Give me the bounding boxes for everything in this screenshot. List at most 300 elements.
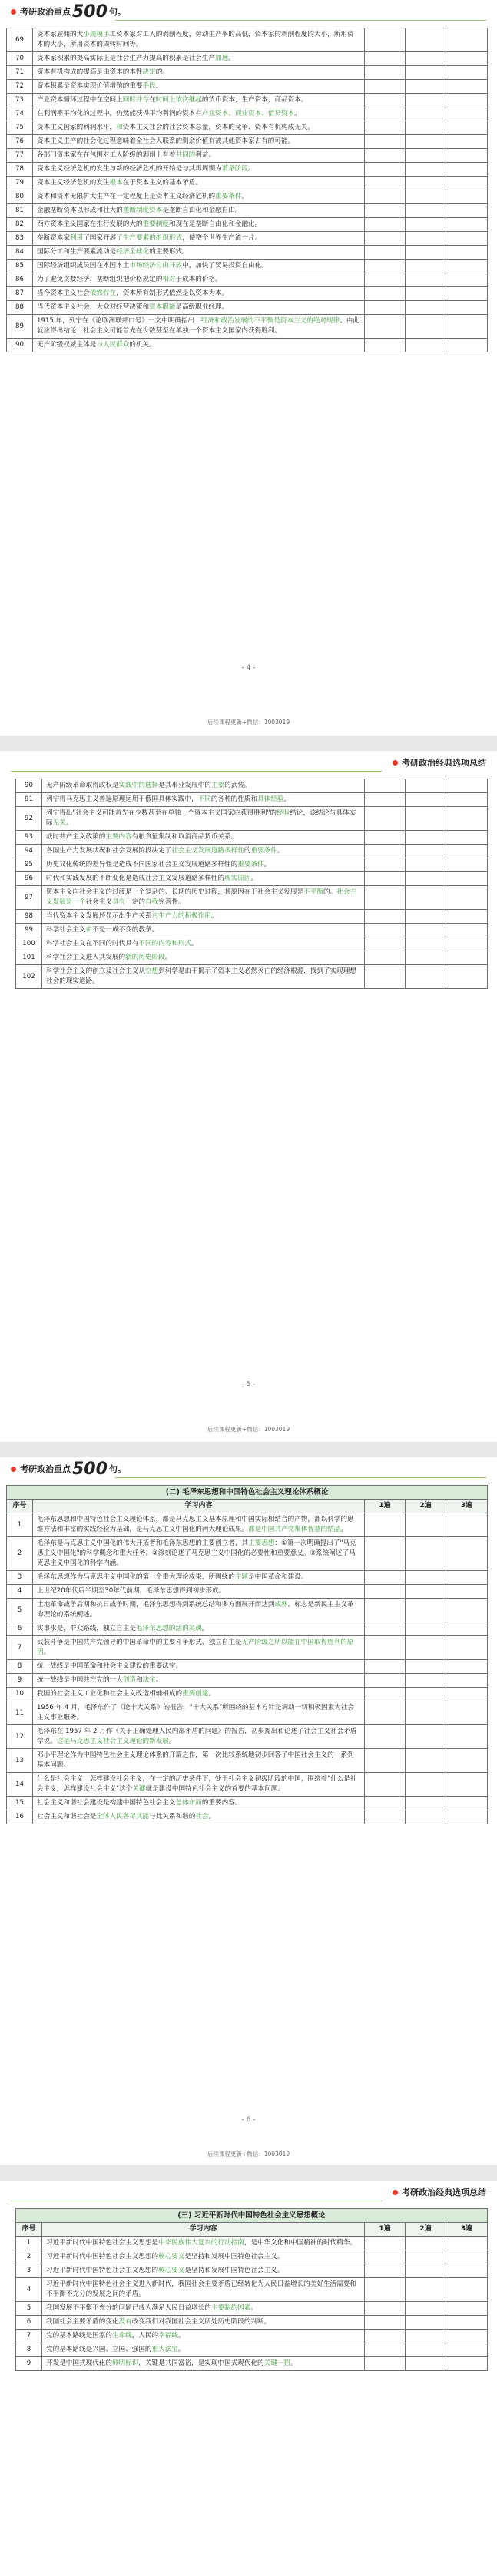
table-row — [7, 1797, 488, 1810]
content-text: 。 — [155, 1676, 163, 1684]
review-pass-3-checkbox[interactable] — [446, 807, 488, 831]
review-pass-3-checkbox[interactable] — [446, 2316, 488, 2330]
highlight-text: 市场经济自由开放 — [129, 262, 183, 270]
row-content — [33, 177, 365, 190]
table-row — [7, 1701, 488, 1725]
review-pass-1-checkbox[interactable] — [365, 910, 406, 924]
row-number: 8 — [16, 2343, 42, 2357]
highlight-text: 由 — [85, 926, 93, 934]
review-pass-1-checkbox[interactable] — [365, 793, 406, 807]
row-content — [33, 301, 365, 315]
review-pass-1-checkbox[interactable] — [365, 246, 406, 260]
row-content — [33, 1537, 365, 1571]
row-number: 15 — [7, 1797, 33, 1810]
review-pass-1-checkbox[interactable] — [365, 287, 406, 301]
review-pass-3-checkbox[interactable] — [446, 135, 488, 149]
table-row — [7, 135, 488, 149]
review-pass-1-checkbox[interactable] — [365, 2316, 406, 2330]
row-number: 95 — [16, 858, 42, 872]
review-pass-2-checkbox[interactable] — [406, 339, 446, 352]
content-text: 的各种的性质和 — [210, 795, 258, 803]
review-pass-3-checkbox[interactable] — [446, 1660, 488, 1674]
review-pass-1-checkbox[interactable] — [365, 177, 406, 190]
row-content — [33, 1749, 365, 1773]
review-pass-1-checkbox[interactable] — [365, 273, 406, 287]
review-pass-2-checkbox[interactable] — [406, 1622, 446, 1636]
study-table — [15, 779, 488, 989]
review-pass-1-checkbox[interactable] — [365, 845, 406, 858]
review-pass-2-checkbox[interactable] — [406, 2237, 446, 2250]
review-pass-2-checkbox[interactable] — [406, 163, 446, 177]
review-pass-2-checkbox[interactable] — [406, 872, 446, 886]
highlight-text: 法宝 — [142, 1676, 156, 1684]
content-text: 资本主义社会的社会资本总量，资本的竞争、资本有机构成无关。 — [122, 124, 314, 131]
brand-number: 500 — [72, 1459, 108, 1479]
review-pass-3-checkbox[interactable] — [446, 831, 488, 845]
review-pass-2-checkbox[interactable] — [406, 135, 446, 149]
content-text: 党的基本路线是国家的 — [46, 2332, 112, 2340]
review-pass-2-checkbox[interactable] — [406, 301, 446, 315]
content-text: 的重要内容。 — [201, 1799, 242, 1807]
review-pass-2-checkbox[interactable] — [406, 177, 446, 190]
review-pass-1-checkbox[interactable] — [365, 1797, 406, 1810]
review-pass-2-checkbox[interactable] — [406, 858, 446, 872]
review-pass-3-checkbox[interactable] — [446, 1513, 488, 1537]
row-content — [33, 66, 365, 80]
review-pass-3-checkbox[interactable] — [446, 163, 488, 177]
row-number: 98 — [16, 910, 42, 924]
highlight-text: 同时并存 — [122, 96, 150, 104]
review-pass-2-checkbox[interactable] — [406, 1810, 446, 1824]
review-pass-2-checkbox[interactable] — [406, 204, 446, 218]
review-pass-3-checkbox[interactable] — [446, 1773, 488, 1797]
content-text: 资本主义经济危机的发生 — [37, 179, 110, 187]
review-pass-1-checkbox[interactable] — [365, 1636, 406, 1660]
review-pass-2-checkbox[interactable] — [406, 2330, 446, 2343]
review-pass-3-checkbox[interactable] — [446, 1797, 488, 1810]
review-pass-1-checkbox[interactable] — [365, 218, 406, 232]
review-pass-3-checkbox[interactable] — [446, 951, 488, 965]
row-number: 91 — [16, 793, 42, 807]
content-text: 各部门资本家在在包围对工人阶级的剥削上有着 — [37, 151, 176, 159]
highlight-text: 与人民群众 — [96, 341, 130, 349]
row-content — [33, 204, 365, 218]
highlight-text: 经济和政治发展的不平衡是资本主义的绝对规律 — [200, 317, 340, 325]
review-pass-3-checkbox[interactable] — [446, 107, 488, 121]
review-pass-2-checkbox[interactable] — [406, 190, 446, 204]
row-content — [42, 924, 365, 937]
review-pass-3-checkbox[interactable] — [446, 204, 488, 218]
review-pass-3-checkbox[interactable] — [446, 2302, 488, 2316]
review-pass-1-checkbox[interactable] — [365, 1513, 406, 1537]
table-row — [7, 1571, 488, 1585]
content-text: 武装斗争是中国共产党领导的中国革命中的主要斗争形式，独立自主是 — [37, 1639, 242, 1646]
brand-title: 考研政治经典选项总结 — [402, 2187, 486, 2197]
review-pass-1-checkbox[interactable] — [365, 831, 406, 845]
row-number: 93 — [16, 831, 42, 845]
brand-title: 考研政治经典选项总结 — [402, 758, 486, 768]
review-pass-3-checkbox[interactable] — [446, 94, 488, 107]
review-pass-3-checkbox[interactable] — [446, 52, 488, 66]
highlight-text: 幸福线 — [158, 2332, 178, 2340]
review-pass-1-checkbox[interactable] — [365, 80, 406, 94]
brand-badge — [11, 2, 126, 21]
review-pass-2-checkbox[interactable] — [406, 937, 446, 951]
review-pass-2-checkbox[interactable] — [406, 845, 446, 858]
content-text: 是坚持和发展中国特色社会主义。 — [184, 2267, 284, 2274]
review-pass-2-checkbox[interactable] — [406, 951, 446, 965]
review-pass-2-checkbox[interactable] — [406, 2250, 446, 2264]
review-pass-2-checkbox[interactable] — [406, 1688, 446, 1701]
review-pass-1-checkbox[interactable] — [365, 1749, 406, 1773]
review-pass-3-checkbox[interactable] — [446, 190, 488, 204]
review-pass-2-checkbox[interactable] — [406, 232, 446, 246]
highlight-text: 和 — [116, 124, 123, 131]
review-pass-1-checkbox[interactable] — [365, 1622, 406, 1636]
review-pass-1-checkbox[interactable] — [365, 232, 406, 246]
review-pass-3-checkbox[interactable] — [446, 273, 488, 287]
review-pass-3-checkbox[interactable] — [446, 1725, 488, 1749]
table-row — [7, 287, 488, 301]
review-pass-3-checkbox[interactable] — [446, 1571, 488, 1585]
review-pass-1-checkbox[interactable] — [365, 1688, 406, 1701]
row-number: 81 — [7, 204, 33, 218]
row-number: 74 — [7, 107, 33, 121]
row-content — [33, 1513, 365, 1537]
review-pass-2-checkbox[interactable] — [406, 807, 446, 831]
review-pass-1-checkbox[interactable] — [365, 2264, 406, 2278]
review-pass-2-checkbox[interactable] — [406, 28, 446, 52]
review-pass-2-checkbox[interactable] — [406, 1773, 446, 1797]
review-pass-2-checkbox[interactable] — [406, 1701, 446, 1725]
row-content — [33, 273, 365, 287]
review-pass-2-checkbox[interactable] — [406, 2264, 446, 2278]
review-pass-3-checkbox[interactable] — [446, 2357, 488, 2371]
review-pass-1-checkbox[interactable] — [365, 204, 406, 218]
review-pass-1-checkbox[interactable] — [365, 121, 406, 135]
table-row — [7, 1660, 488, 1674]
review-pass-3-checkbox[interactable] — [446, 2264, 488, 2278]
review-pass-1-checkbox[interactable] — [365, 260, 406, 273]
review-pass-3-checkbox[interactable] — [446, 2237, 488, 2250]
review-pass-1-checkbox[interactable] — [365, 951, 406, 965]
review-pass-3-checkbox[interactable] — [446, 232, 488, 246]
highlight-text: 不平衡 — [303, 888, 323, 896]
row-content — [42, 831, 365, 845]
review-pass-3-checkbox[interactable] — [446, 177, 488, 190]
highlight-text: 资本职能 — [149, 303, 176, 311]
review-pass-2-checkbox[interactable] — [406, 66, 446, 80]
row-content — [42, 2278, 365, 2302]
content-text: 无产阶级权威主体是 — [37, 341, 97, 349]
content-text: 。 — [210, 912, 218, 920]
row-content — [42, 872, 365, 886]
review-pass-3-checkbox[interactable] — [446, 779, 488, 793]
review-pass-1-checkbox[interactable] — [365, 1537, 406, 1571]
content-text: 习近平新时代中国特色社会主义思想是 — [46, 2239, 159, 2247]
highlight-text: 主要制约因素 — [210, 2304, 251, 2312]
review-pass-1-checkbox[interactable] — [365, 886, 406, 910]
content-text: 。 — [177, 2346, 185, 2353]
review-pass-1-checkbox[interactable] — [365, 2330, 406, 2343]
review-pass-3-checkbox[interactable] — [446, 2250, 488, 2264]
row-number: 9 — [7, 1674, 33, 1688]
review-pass-1-checkbox[interactable] — [365, 2237, 406, 2250]
content-text: 在于资本主义的基本矛盾。 — [122, 179, 202, 187]
review-pass-2-checkbox[interactable] — [406, 1725, 446, 1749]
table-row — [7, 315, 488, 339]
table-row — [7, 1749, 488, 1773]
review-pass-1-checkbox[interactable] — [365, 858, 406, 872]
review-pass-2-checkbox[interactable] — [406, 1636, 446, 1660]
review-pass-2-checkbox[interactable] — [406, 2357, 446, 2371]
review-pass-3-checkbox[interactable] — [446, 287, 488, 301]
review-pass-2-checkbox[interactable] — [406, 107, 446, 121]
review-pass-2-checkbox[interactable] — [406, 121, 446, 135]
col-content: 学习内容 — [33, 1500, 365, 1513]
review-pass-3-checkbox[interactable] — [446, 301, 488, 315]
content-text: ，资本所有制形式依然是以资本为本。 — [116, 289, 229, 297]
review-pass-3-checkbox[interactable] — [446, 886, 488, 910]
row-number: 2 — [7, 1537, 33, 1571]
page-footer: 后续课程更新+微信：1003019 — [207, 1426, 290, 1433]
review-pass-2-checkbox[interactable] — [406, 218, 446, 232]
review-pass-1-checkbox[interactable] — [365, 1773, 406, 1797]
row-number: 1 — [16, 2237, 42, 2250]
review-pass-2-checkbox[interactable] — [406, 1599, 446, 1622]
review-pass-3-checkbox[interactable] — [446, 80, 488, 94]
content-text: 毛泽东在 1957 年 2 月作《关于正确处理人民内部矛盾的问题》的报告，初步提出和论述了社会主义社会矛盾学说。 — [37, 1728, 357, 1745]
highlight-text: 具体经验 — [257, 795, 284, 803]
highlight-text: 中华民族伟大复兴的行动指南 — [158, 2239, 244, 2247]
review-pass-2-checkbox[interactable] — [406, 273, 446, 287]
review-pass-3-checkbox[interactable] — [446, 872, 488, 886]
row-number: 9 — [16, 2357, 42, 2371]
review-pass-2-checkbox[interactable] — [406, 260, 446, 273]
review-pass-1-checkbox[interactable] — [365, 1585, 406, 1599]
review-pass-1-checkbox[interactable] — [365, 315, 406, 339]
review-pass-3-checkbox[interactable] — [446, 218, 488, 232]
content-text: 资本和资本无限扩大生产在一定程度上是资本主义经济危机的 — [37, 193, 216, 200]
row-content — [33, 107, 365, 121]
review-pass-1-checkbox[interactable] — [365, 924, 406, 937]
content-text: 无产阶级革命取得政权是 — [46, 782, 119, 789]
review-pass-1-checkbox[interactable] — [365, 1725, 406, 1749]
review-pass-1-checkbox[interactable] — [365, 52, 406, 66]
header-divider — [115, 20, 486, 21]
review-pass-1-checkbox[interactable] — [365, 1810, 406, 1824]
page-gap — [0, 2165, 497, 2181]
review-pass-1-checkbox[interactable] — [365, 807, 406, 831]
review-pass-2-checkbox[interactable] — [406, 94, 446, 107]
review-pass-2-checkbox[interactable] — [406, 149, 446, 163]
highlight-text: 决定 — [142, 68, 156, 76]
review-pass-2-checkbox[interactable] — [406, 1585, 446, 1599]
review-pass-1-checkbox[interactable] — [365, 1599, 406, 1622]
highlight-text: 社会主义发展道路多样性 — [171, 847, 244, 855]
review-pass-1-checkbox[interactable] — [365, 1674, 406, 1688]
review-pass-3-checkbox[interactable] — [446, 149, 488, 163]
table-row — [16, 831, 488, 845]
highlight-text: 经济全球化 — [116, 248, 150, 256]
review-pass-1-checkbox[interactable] — [365, 779, 406, 793]
review-pass-2-checkbox[interactable] — [406, 886, 446, 910]
row-content — [33, 1797, 365, 1810]
table-row — [16, 910, 488, 924]
content-text: 。 — [248, 165, 255, 173]
row-content — [33, 287, 365, 301]
review-pass-2-checkbox[interactable] — [406, 315, 446, 339]
review-pass-1-checkbox[interactable] — [365, 1701, 406, 1725]
row-content — [33, 1810, 365, 1824]
review-pass-1-checkbox[interactable] — [365, 2250, 406, 2264]
review-pass-1-checkbox[interactable] — [365, 135, 406, 149]
review-pass-3-checkbox[interactable] — [446, 1688, 488, 1701]
content-text: 。 — [43, 1648, 51, 1656]
review-pass-3-checkbox[interactable] — [446, 937, 488, 951]
review-pass-1-checkbox[interactable] — [365, 149, 406, 163]
content-text: 党的基本路线是兴国、立国、强国的 — [46, 2346, 152, 2353]
content-text: 。标志是新民主主义革命理论的系统阐述。 — [37, 1601, 354, 1619]
review-pass-1-checkbox[interactable] — [365, 301, 406, 315]
content-text: 统一战线是中国革命和社会主义建设的重要法宝。 — [37, 1662, 183, 1670]
review-pass-3-checkbox[interactable] — [446, 246, 488, 260]
review-pass-3-checkbox[interactable] — [446, 1622, 488, 1636]
review-pass-2-checkbox[interactable] — [406, 246, 446, 260]
review-pass-2-checkbox[interactable] — [406, 2316, 446, 2330]
review-pass-1-checkbox[interactable] — [365, 339, 406, 352]
review-pass-3-checkbox[interactable] — [446, 858, 488, 872]
review-pass-1-checkbox[interactable] — [365, 1571, 406, 1585]
review-pass-3-checkbox[interactable] — [446, 1537, 488, 1571]
highlight-text: 成熟 — [274, 1601, 288, 1609]
review-pass-3-checkbox[interactable] — [446, 910, 488, 924]
col-num: 序号 — [16, 2223, 42, 2237]
review-pass-3-checkbox[interactable] — [446, 1585, 488, 1599]
review-pass-1-checkbox[interactable] — [365, 2343, 406, 2357]
row-number: 88 — [7, 301, 33, 315]
review-pass-1-checkbox[interactable] — [365, 2302, 406, 2316]
table-row — [7, 1674, 488, 1688]
review-pass-3-checkbox[interactable] — [446, 2343, 488, 2357]
review-pass-3-checkbox[interactable] — [446, 924, 488, 937]
row-number: 3 — [16, 2264, 42, 2278]
review-pass-2-checkbox[interactable] — [406, 831, 446, 845]
review-pass-3-checkbox[interactable] — [446, 66, 488, 80]
review-pass-1-checkbox[interactable] — [365, 190, 406, 204]
row-number: 101 — [16, 951, 42, 965]
document-page-c — [0, 1457, 497, 2165]
review-pass-1-checkbox[interactable] — [365, 2278, 406, 2302]
review-pass-2-checkbox[interactable] — [406, 52, 446, 66]
review-pass-2-checkbox[interactable] — [406, 965, 446, 989]
review-pass-3-checkbox[interactable] — [446, 260, 488, 273]
table-row — [7, 1622, 488, 1636]
review-pass-3-checkbox[interactable] — [446, 2330, 488, 2343]
review-pass-2-checkbox[interactable] — [406, 2302, 446, 2316]
review-pass-3-checkbox[interactable] — [446, 339, 488, 352]
review-pass-2-checkbox[interactable] — [406, 1674, 446, 1688]
content-text: 土地革命战争后期和抗日战争时期，毛泽东思想得到系统总结和多方面展开而达到 — [37, 1601, 275, 1609]
review-pass-3-checkbox[interactable] — [446, 28, 488, 52]
page-footer: 后续课程更新+微信：1003019 — [207, 2151, 290, 2158]
content-text: ，是中华文化和中国精神的时代精华。 — [244, 2239, 356, 2247]
review-pass-1-checkbox[interactable] — [365, 2357, 406, 2371]
review-pass-2-checkbox[interactable] — [406, 779, 446, 793]
review-pass-1-checkbox[interactable] — [365, 965, 406, 989]
highlight-text: 没有 — [118, 2318, 132, 2326]
table-row — [7, 149, 488, 163]
content-text: 到科学是由于揭示了资本主义必然灭亡的经济根源，找到了实现理想社会的现实道路。 — [46, 967, 356, 985]
review-pass-3-checkbox[interactable] — [446, 1701, 488, 1725]
review-pass-2-checkbox[interactable] — [406, 2343, 446, 2357]
review-pass-1-checkbox[interactable] — [365, 66, 406, 80]
row-content — [33, 1701, 365, 1725]
review-pass-1-checkbox[interactable] — [365, 94, 406, 107]
content-text: 当代资本主义发展还显示出生产关系 — [46, 912, 152, 920]
review-pass-3-checkbox[interactable] — [446, 1636, 488, 1660]
row-content — [33, 1688, 365, 1701]
highlight-text: 相对 — [162, 276, 176, 283]
content-text: 。 — [277, 847, 284, 855]
review-pass-1-checkbox[interactable] — [365, 872, 406, 886]
highlight-text: 具有 — [111, 898, 126, 906]
review-pass-3-checkbox[interactable] — [446, 121, 488, 135]
row-content — [42, 2343, 365, 2357]
review-pass-1-checkbox[interactable] — [365, 163, 406, 177]
review-pass-1-checkbox[interactable] — [365, 1660, 406, 1674]
review-pass-1-checkbox[interactable] — [365, 28, 406, 52]
review-pass-3-checkbox[interactable] — [446, 315, 488, 339]
review-pass-1-checkbox[interactable] — [365, 937, 406, 951]
review-pass-3-checkbox[interactable] — [446, 2278, 488, 2302]
review-pass-2-checkbox[interactable] — [406, 924, 446, 937]
review-pass-3-checkbox[interactable] — [446, 793, 488, 807]
review-pass-2-checkbox[interactable] — [406, 80, 446, 94]
row-number: 2 — [16, 2250, 42, 2264]
review-pass-2-checkbox[interactable] — [406, 1797, 446, 1810]
review-pass-2-checkbox[interactable] — [406, 910, 446, 924]
highlight-text: 重大法宝 — [151, 2346, 178, 2353]
table-row — [7, 52, 488, 66]
review-pass-3-checkbox[interactable] — [446, 965, 488, 989]
row-number: 76 — [7, 135, 33, 149]
review-pass-3-checkbox[interactable] — [446, 1749, 488, 1773]
row-content — [33, 163, 365, 177]
content-text: 邓小平理论作为中国特色社会主义理论体系的开篇之作，第一次比较系统地初步回答了中国社会主义的一系列基本问题。 — [37, 1751, 354, 1769]
review-pass-1-checkbox[interactable] — [365, 107, 406, 121]
review-pass-2-checkbox[interactable] — [406, 1537, 446, 1571]
content-text: 。由此就应得出结论：社会主义可能首先在少数甚至在单独一个资本主义国家内获得胜利。 — [37, 317, 359, 335]
review-pass-2-checkbox[interactable] — [406, 793, 446, 807]
review-pass-2-checkbox[interactable] — [406, 287, 446, 301]
review-pass-2-checkbox[interactable] — [406, 1513, 446, 1537]
table-row — [7, 1773, 488, 1797]
row-content — [33, 315, 365, 339]
content-text: 完善性。 — [158, 898, 185, 906]
review-pass-3-checkbox[interactable] — [446, 1599, 488, 1622]
review-pass-2-checkbox[interactable] — [406, 2278, 446, 2302]
review-pass-2-checkbox[interactable] — [406, 1749, 446, 1773]
review-pass-3-checkbox[interactable] — [446, 845, 488, 858]
review-pass-2-checkbox[interactable] — [406, 1660, 446, 1674]
content-text: 资本有机构成的提高是由资本的本性 — [37, 68, 143, 76]
review-pass-3-checkbox[interactable] — [446, 1810, 488, 1824]
row-content — [42, 965, 365, 989]
review-pass-3-checkbox[interactable] — [446, 1674, 488, 1688]
review-pass-2-checkbox[interactable] — [406, 1571, 446, 1585]
content-text: ：①第一次明确提出了"马克思主义中国化"的科学概念和重大任务。②深刻论述了马克思主义中国化的必要性和重要意义。③系统阐述了马克思主义中国化的科学内涵。 — [37, 1539, 356, 1567]
